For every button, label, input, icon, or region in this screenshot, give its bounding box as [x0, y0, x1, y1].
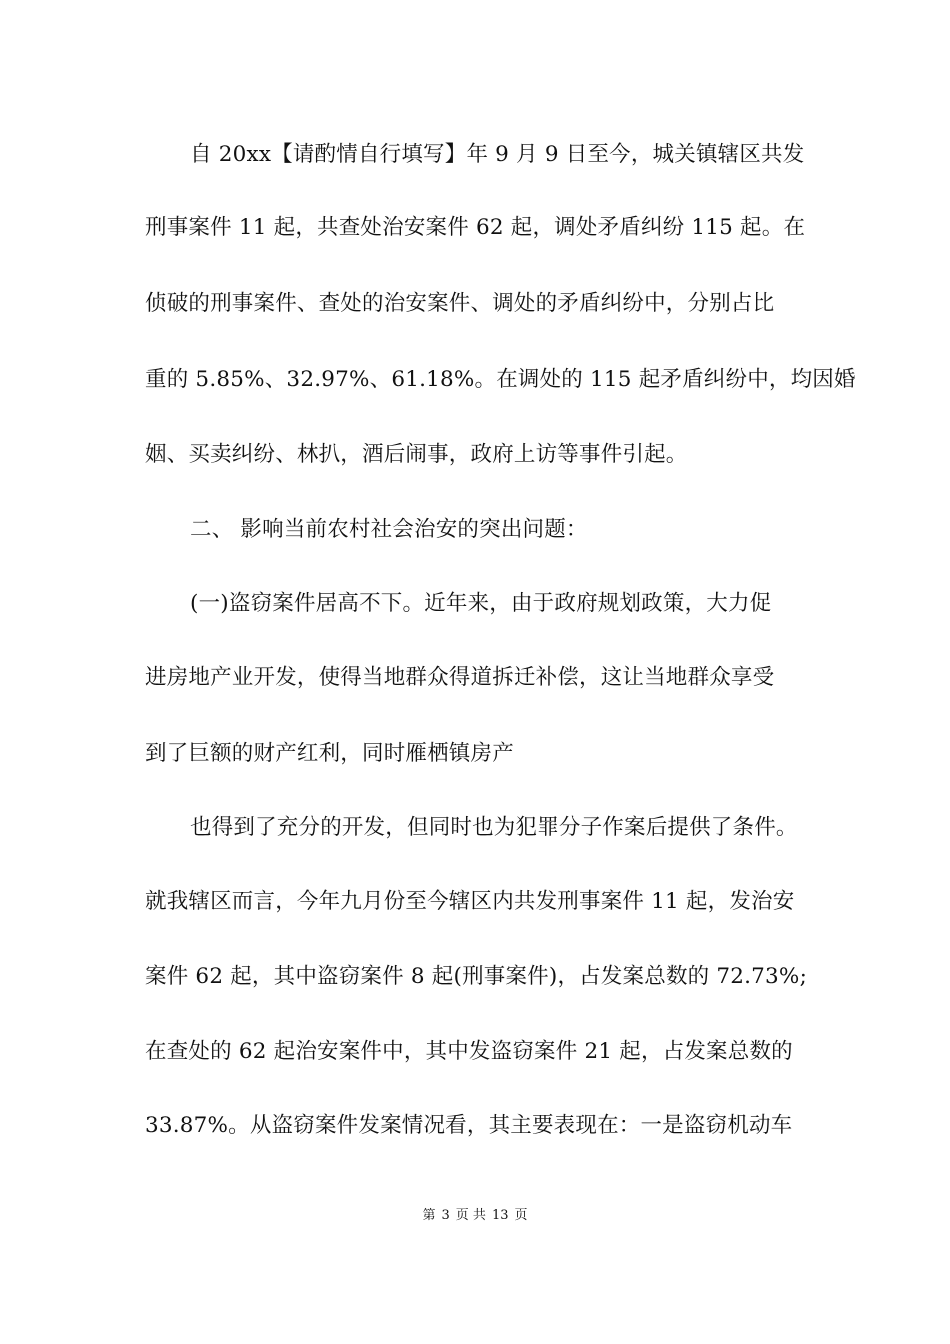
paragraph-line: 侦破的刑事案件、查处的治安案件、调处的矛盾纠纷中，分别占比: [145, 291, 775, 316]
paragraph-line: 也得到了充分的开发，但同时也为犯罪分子作案后提供了条件。: [190, 815, 798, 840]
section-heading: 二、 影响当前农村社会治安的突出问题：: [190, 517, 588, 542]
paragraph-line: 33.87%。从盗窃案件发案情况看，其主要表现在：一是盗窃机动车: [145, 1113, 793, 1138]
paragraph-line: 就我辖区而言，今年九月份至今辖区内共发刑事案件 11 起，发治安: [145, 889, 795, 914]
paragraph-line: 在查处的 62 起治安案件中，其中发盗窃案件 21 起，占发案总数的: [145, 1039, 793, 1064]
paragraph-line: 重的 5.85%、32.97%、61.18%。在调处的 115 起矛盾纠纷中，均因婚: [145, 367, 856, 392]
paragraph-line: 刑事案件 11 起，共查处治安案件 62 起，调处矛盾纠纷 115 起。在: [145, 215, 806, 240]
page-footer: [0, 1206, 950, 1226]
paragraph-line: 进房地产业开发，使得当地群众得道拆迁补偿，这让当地群众享受: [145, 665, 775, 690]
page-label-mid: 页 共: [455, 1208, 486, 1223]
page-label-prefix: 第: [422, 1208, 436, 1223]
paragraph-line: 姻、买卖纠纷、林扒，酒后闹事，政府上访等事件引起。: [145, 442, 688, 467]
paragraph-line: 案件 62 起，其中盗窃案件 8 起(刑事案件)，占发案总数的 72.73%;: [145, 964, 808, 989]
current-page-number: 3: [441, 1208, 450, 1223]
paragraph-line: (一)盗窃案件居高不下。近年来，由于政府规划政策，大力促: [190, 591, 772, 616]
paragraph-line: 到了巨额的财产红利，同时雁栖镇房产: [145, 741, 514, 766]
page-label-suffix: 页: [514, 1208, 528, 1223]
paragraph-line: 自 20xx【请酌情自行填写】年 9 月 9 日至今，城关镇辖区共发: [190, 142, 805, 167]
total-pages-number: 13: [491, 1208, 509, 1223]
